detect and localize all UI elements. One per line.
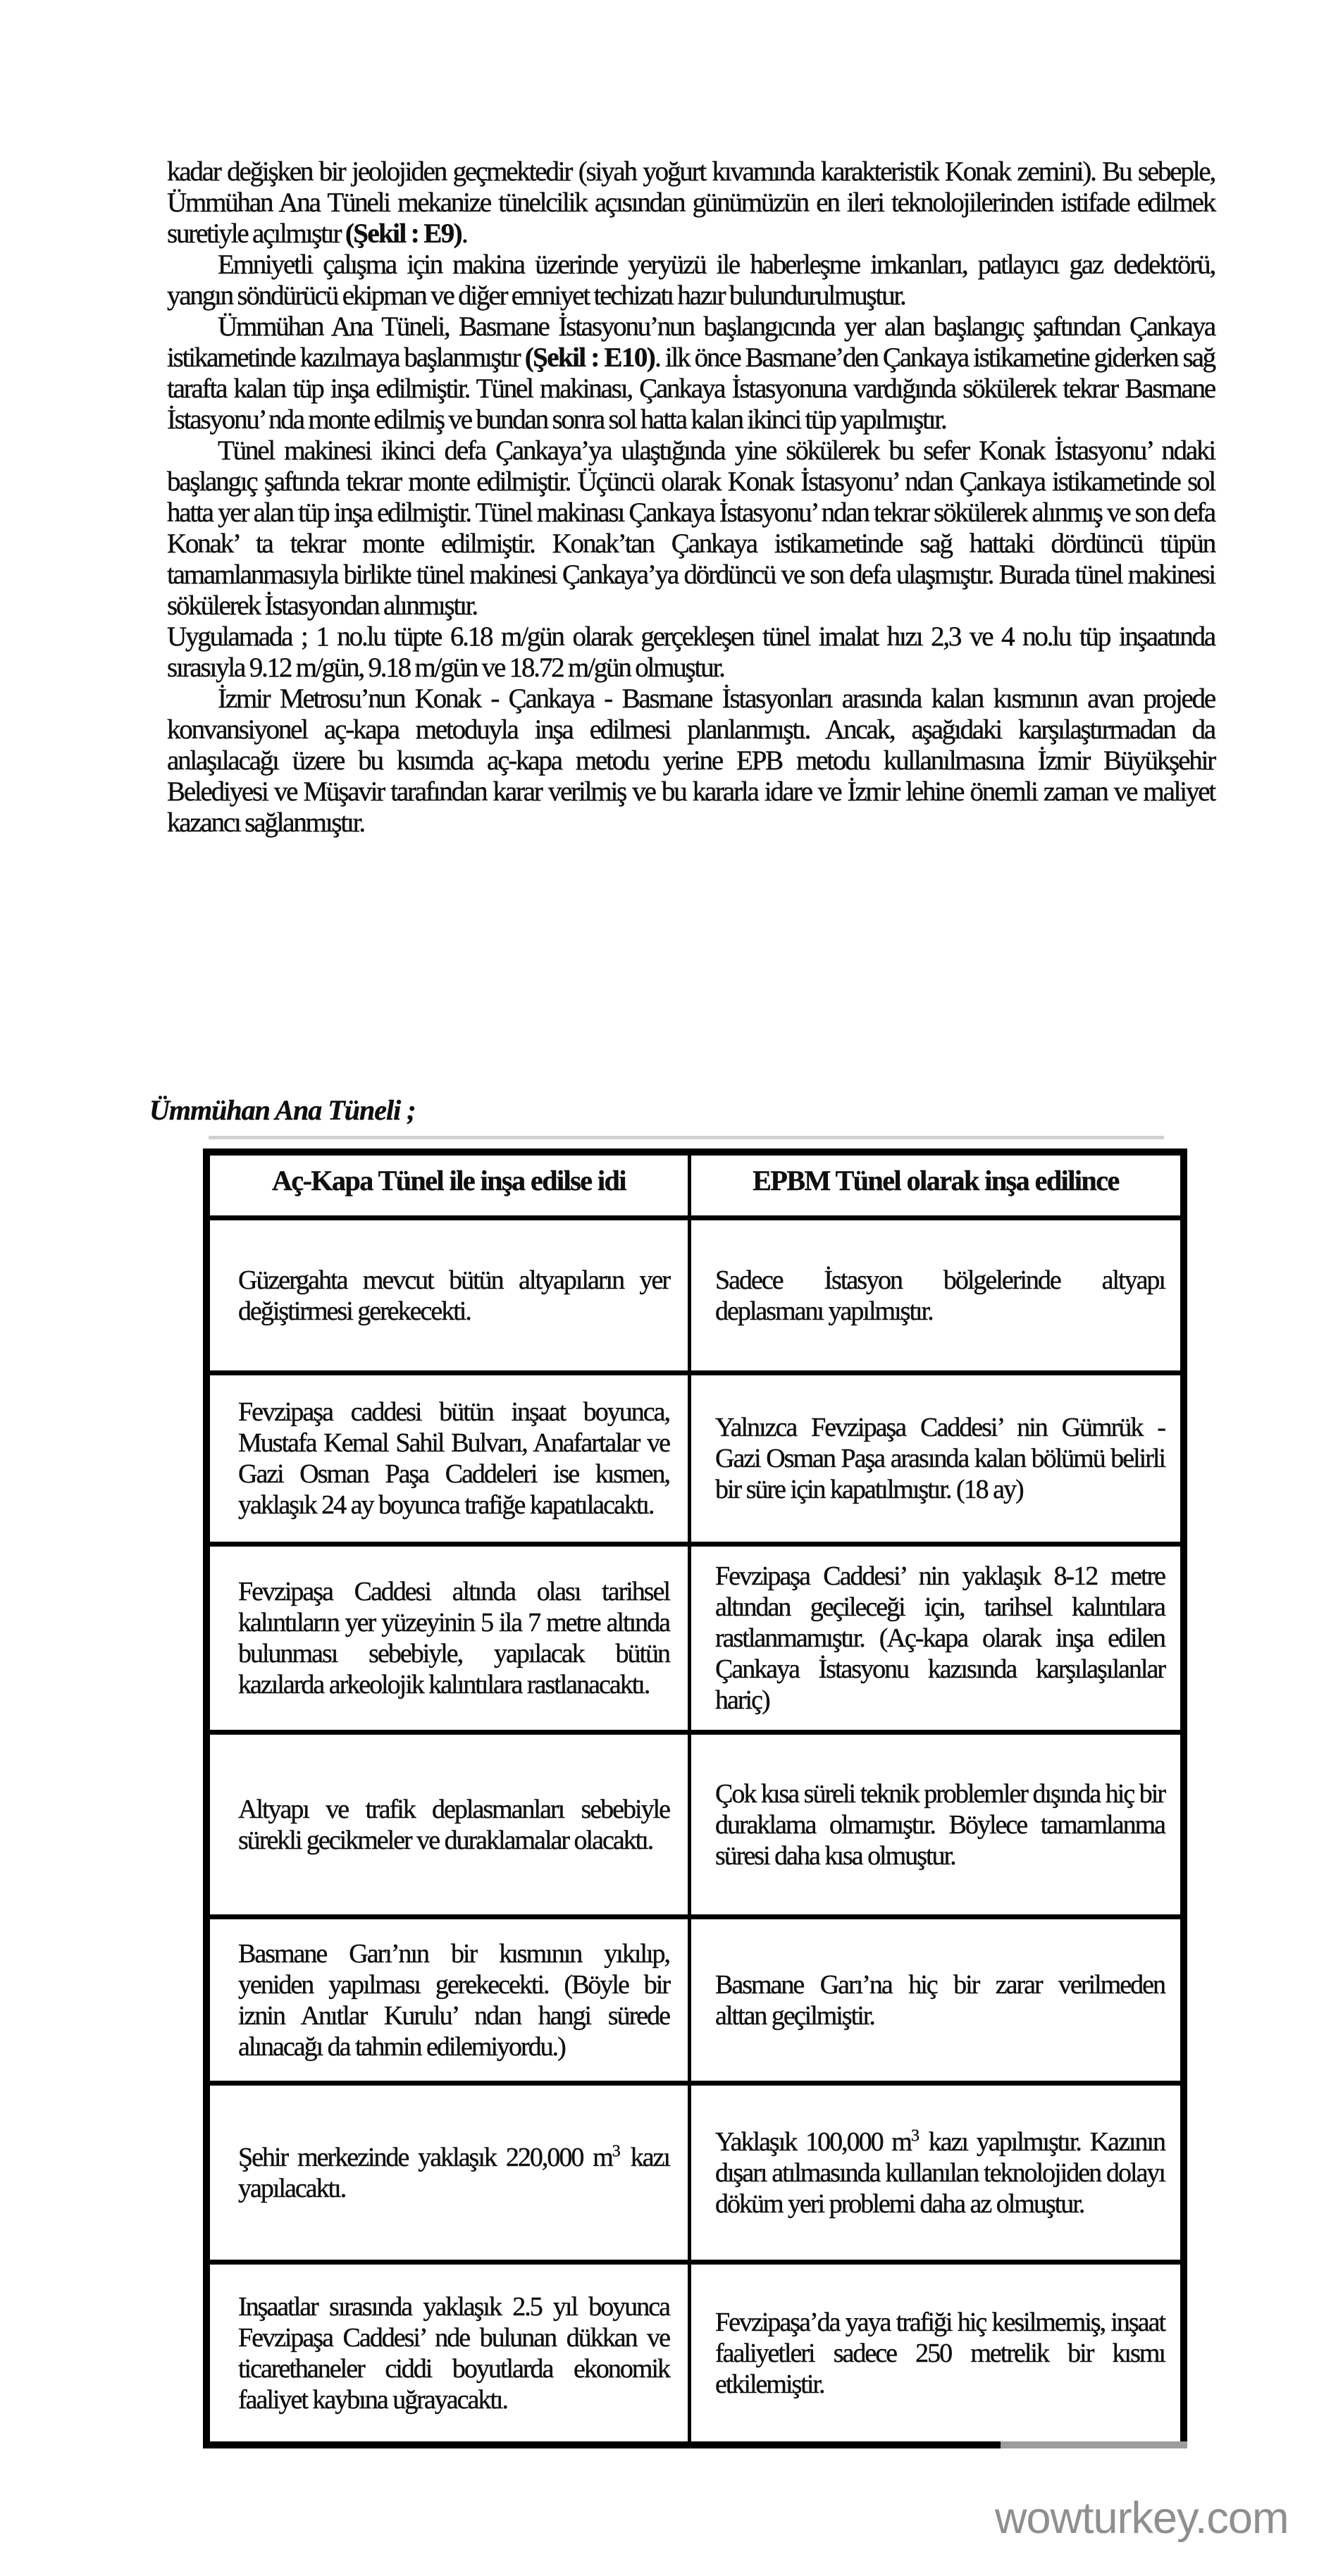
- table-header-row: [210, 1156, 1180, 1215]
- paragraph: Ümmühan Ana Tüneli, Basmane İstasyonu’nun başlangıcında yer alan başlangıç şaftından Çankaya istikametinde kazılmaya başlanmıştır (Şekil : E10). ilk önce Basmane’den Çankaya istikametine giderken sağ tarafta kalan tüp inşa edilmiştir. Tünel makinası, Çankaya İstasyonuna vardığında sökülerek tekrar Basmane İstasyonu’ nda monte edilmiş ve bundan sonra sol hatta kalan ikinci tüp yapılmıştır.: [167, 311, 1215, 435]
- table-row: [210, 1542, 1180, 1730]
- section-heading: Ümmühan Ana Tüneli ;: [149, 1094, 416, 1126]
- comparison-table: [203, 1148, 1187, 2448]
- table-cell-left: Basmane Garı’nın bir kısmının yıkılıp, yeniden yapılması gerekecekti. (Böyle bir iznin Anıtlar Kurulu’ ndan hangi sürede alınacağı da tahmin edilemiyordu.): [210, 1914, 691, 2081]
- paragraph: kadar değişken bir jeolojiden geçmektedir (siyah yoğurt kıvamında karakteristik Konak zemini). Bu sebeple, Ümmühan Ana Tüneli mekanize tünelcilik açısından günümüzün en ileri teknolojilerinden istifade edilmek suretiyle açılmıştır (Şekil : E9).: [167, 156, 1215, 249]
- paragraph: Emniyetli çalışma için makina üzerinde yeryüzü ile haberleşme imkanları, patlayıcı gaz dedektörü, yangın söndürücü ekipman ve diğer emniyet techizatı hazır bulundurulmuştur.: [167, 249, 1215, 311]
- bold-run: (Şekil : E10): [524, 342, 655, 373]
- table-cell-right: Yaklaşık 100,000 $m^3$ kazı yapılmıştır. Kazının dışarı atılmasında kullanılan teknolojiden dolayı döküm yeri problemi daha az olmuştur.: [691, 2081, 1180, 2260]
- table-header-epbm: EPBM Tünel olarak inşa edilince: [753, 1165, 1119, 1196]
- paragraph: Tünel makinesi ikinci defa Çankaya’ya ulaştığında yine sökülerek bu sefer Konak İstasyonu’ ndaki başlangıç şaftında tekrar monte edilmiştir. Üçüncü olarak Konak İstasyonu’ ndan Çankaya istikametinde sol hatta yer alan tüp inşa edilmiştir. Tünel makinası Çankaya İstasyonu’ ndan tekrar sökülerek alınmış ve son defa Konak’ ta tekrar monte edilmiştir. Konak’tan Çankaya istikametinde sağ hattaki dördüncü tüpün tamamlanmasıyla birlikte tünel makinesi Çankaya’ya dördüncü ve son defa ulaşmıştır. Burada tünel makinesi sökülerek İstasyondan alınmıştır.: [167, 435, 1215, 621]
- superscript-run: 3: [910, 2126, 920, 2145]
- body-paragraphs: [167, 156, 1215, 838]
- table-body: [210, 1215, 1180, 2441]
- table-cell-left: Güzergahta mevcut bütün altyapıların yer değiştirmesi gerekecekti.: [210, 1215, 691, 1370]
- table-row: [210, 2081, 1180, 2260]
- table-row: [210, 1914, 1180, 2081]
- table-row: [210, 1730, 1180, 1914]
- table-row: [210, 2260, 1180, 2441]
- scan-artifact-bottom-line: [1001, 2441, 1187, 2448]
- table-cell-right: Sadece İstasyon bölgelerinde altyapı deplasmanı yapılmıştır.: [691, 1215, 1180, 1370]
- table-cell-right: Basmane Garı’na hiç bir zarar verilmeden alttan geçilmiştir.: [691, 1914, 1180, 2081]
- table-cell-right: Fevzipaşa’da yaya trafiği hiç kesilmemiş, inşaat faaliyetleri sadece 250 metrelik bir kısmı etkilemiştir.: [691, 2260, 1180, 2441]
- table-row: [210, 1215, 1180, 1370]
- table-cell-right: Çok kısa süreli teknik problemler dışında hiç bir duraklama olmamıştır. Böylece tamamlanma süresi daha kısa olmuştur.: [691, 1730, 1180, 1914]
- superscript-run: 3: [612, 2141, 621, 2160]
- table-cell-left: Fevzipaşa Caddesi altında olası tarihsel kalıntıların yer yüzeyinin 5 ila 7 metre altında bulunması sebebiyle, yapılacak bütün kazılarda arkeolojik kalıntılara rastlanacaktı.: [210, 1542, 691, 1730]
- paragraph: Uygulamada ; 1 no.lu tüpte 6.18 m/gün olarak gerçekleşen tünel imalat hızı 2,3 ve 4 no.lu tüp inşaatında sırasıyla 9.12 m/gün, 9.18 m/gün ve 18.72 m/gün olmuştur.: [167, 621, 1215, 683]
- bold-run: (Şekil : E9): [345, 218, 462, 249]
- scan-artifact-top-line: [209, 1136, 1164, 1139]
- table-cell-left: Inşaatlar sırasında yaklaşık 2.5 yıl boyunca Fevzipaşa Caddesi’ nde bulunan dükkan ve ticarethaneler ciddi boyutlarda ekonomik faaliyet kaybına uğrayacaktı.: [210, 2260, 691, 2441]
- paragraph: İzmir Metrosu’nun Konak - Çankaya - Basmane İstasyonları arasında kalan kısmının avan projede konvansiyonel aç-kapa metoduyla inşa edilmesi planlanmıştı. Ancak, aşağıdaki karşılaştırmadan da anlaşılacağı üzere bu kısımda aç-kapa metodu yerine EPB metodu kullanılmasına İzmir Büyükşehir Belediyesi ve Müşavir tarafından karar verilmiş ve bu kararla idare ve İzmir lehine önemli zaman ve maliyet kazancı sağlanmıştır.: [167, 683, 1215, 838]
- table-cell-right: Yalnızca Fevzipaşa Caddesi’ nin Gümrük - Gazi Osman Paşa arasında kalan bölümü belirli bir süre için kapatılmıştır. (18 ay): [691, 1370, 1180, 1542]
- table-cell-left: Altyapı ve trafik deplasmanları sebebiyle sürekli gecikmeler ve duraklamalar olacaktı.: [210, 1730, 691, 1914]
- table-cell-left: Fevzipaşa caddesi bütün inşaat boyunca, Mustafa Kemal Sahil Bulvarı, Anafartalar ve Gazi Osman Paşa Caddeleri ise kısmen, yaklaşık 24 ay boyunca trafiğe kapatılacaktı.: [210, 1370, 691, 1542]
- table-cell-right: Fevzipaşa Caddesi’ nin yaklaşık 8-12 metre altından geçileceği için, tarihsel kalıntılara rastlanmamıştır. (Aç-kapa olarak inşa edilen Çankaya İstasyonu kazısında karşılaşılanlar hariç): [691, 1542, 1180, 1730]
- comparison-table-wrap: [203, 1148, 1187, 2448]
- table-header-ac-kapa: Aç-Kapa Tünel ile inşa edilse idi: [210, 1156, 691, 1215]
- watermark: wowturkey.com: [995, 2494, 1289, 2543]
- table-row: [210, 1370, 1180, 1542]
- table-cell-left: Şehir merkezinde yaklaşık 220,000 $m^3$ kazı yapılacaktı.: [210, 2081, 691, 2260]
